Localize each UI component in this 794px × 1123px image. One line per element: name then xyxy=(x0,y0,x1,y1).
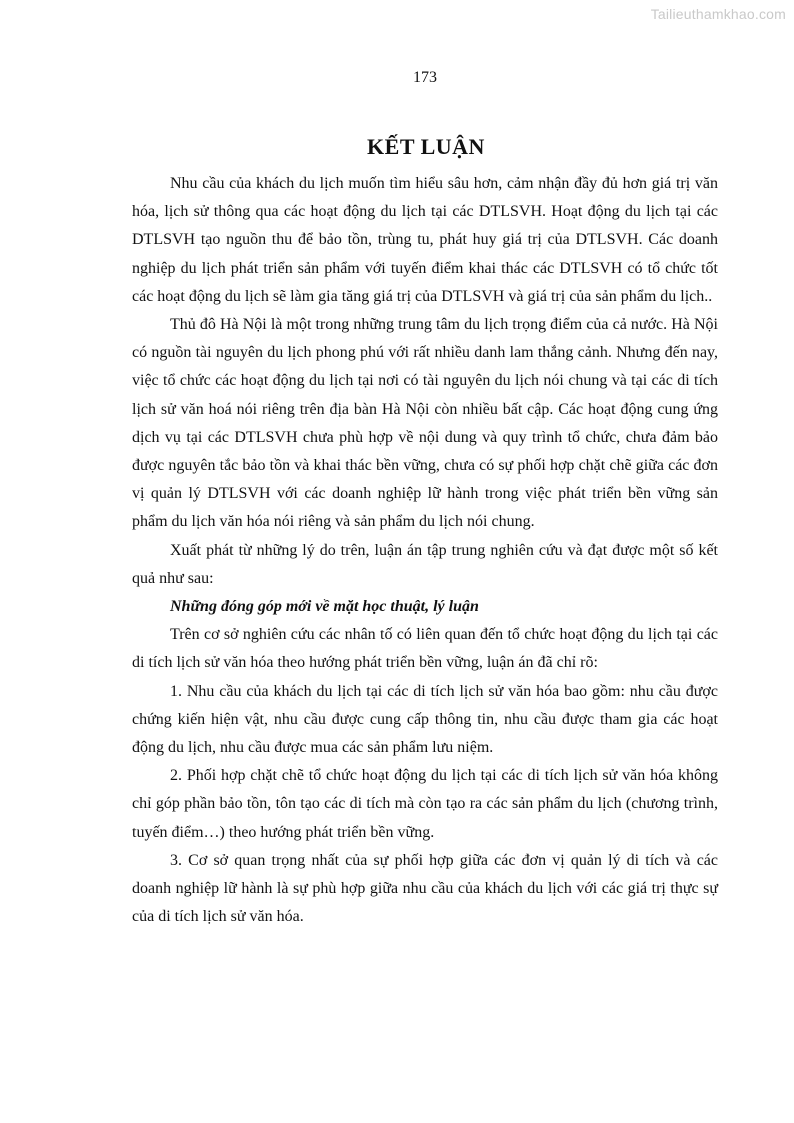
watermark: Tailieuthamkhao.com xyxy=(650,6,786,22)
section-intro: Trên cơ sở nghiên cứu các nhân tố có liên quan đến tổ chức hoạt động du lịch tại các di tích lịch sử văn hóa theo hướng phát triển bền vững, luận án đã chỉ rõ: xyxy=(132,626,718,672)
paragraph: Nhu cầu của khách du lịch muốn tìm hiểu sâu hơn, cảm nhận đầy đủ hơn giá trị văn hóa, lịch sử thông qua các hoạt động du lịch tại các DTLSVH. Hoạt động du lịch tại các DTLSVH tạo nguồn thu để bảo tồn, trùng tu, phát huy giá trị của DTLSVH. Các doanh nghiệp du lịch phát triển sản phẩm với tuyến điểm khai thác các DTLSVH có tổ chức tốt các hoạt động du lịch sẽ làm gia tăng giá trị của DTLSVH và giá trị của sản phẩm du lịch.. xyxy=(132,175,718,305)
finding-item: 3. Cơ sở quan trọng nhất của sự phối hợp giữa các đơn vị quản lý di tích và các doanh nghiệp lữ hành là sự phù hợp giữa nhu cầu của khách du lịch với các giá trị thực sự của di tích lịch sử văn hóa. xyxy=(132,851,718,926)
document-body xyxy=(132,170,718,931)
page-title: KẾT LUẬN xyxy=(367,134,485,159)
page-number: 173 xyxy=(413,69,437,86)
finding-item: 2. Phối hợp chặt chẽ tổ chức hoạt động du lịch tại các di tích lịch sử văn hóa không chỉ góp phần bảo tồn, tôn tạo các di tích mà còn tạo ra các sản phẩm du lịch (chương trình, tuyến điểm…) theo hướng phát triển bền vững. xyxy=(132,767,718,841)
paragraph: Xuất phát từ những lý do trên, luận án tập trung nghiên cứu và đạt được một số kết quả như sau: xyxy=(132,541,718,587)
finding-item: 1. Nhu cầu của khách du lịch tại các di tích lịch sử văn hóa bao gồm: nhu cầu được chứng kiến hiện vật, nhu cầu được cung cấp thông tin, nhu cầu được tham gia các hoạt động du lịch, nhu cầu được mua các sản phẩm lưu niệm. xyxy=(132,682,718,757)
section-heading: Những đóng góp mới về mặt học thuật, lý luận xyxy=(170,598,479,616)
paragraph: Thủ đô Hà Nội là một trong những trung tâm du lịch trọng điểm của cả nước. Hà Nội có nguồn tài nguyên du lịch phong phú với rất nhiều danh lam thắng cảnh. Nhưng đến nay, việc tổ chức các hoạt động du lịch tại nơi có tài nguyên du lịch nói chung và tại các di tích lịch sử văn hoá nói riêng trên địa bàn Hà Nội còn nhiều bất cập. Các hoạt động cung ứng dịch vụ tại các DTLSVH chưa phù hợp về nội dung và quy trình tổ chức, chưa đảm bảo được nguyên tắc bảo tồn và khai thác bền vững, chưa có sự phối hợp chặt chẽ giữa các đơn vị quản lý DTLSVH với các doanh nghiệp lữ hành trong việc phát triển bền vững sản phẩm du lịch văn hóa nói riêng và sản phẩm du lịch nói chung. xyxy=(132,316,718,531)
